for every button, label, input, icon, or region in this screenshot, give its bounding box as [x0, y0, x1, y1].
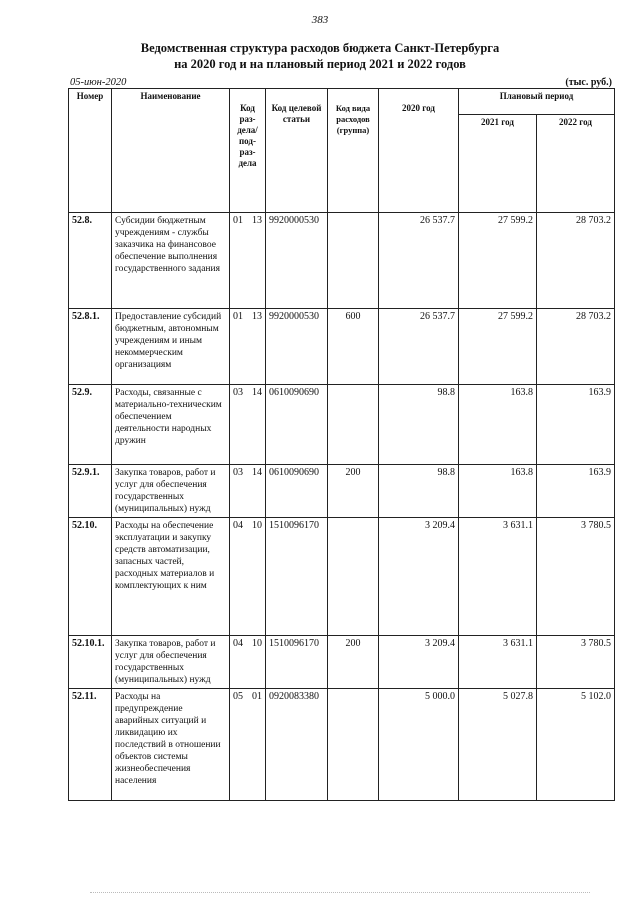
header-year-2022: 2022 год	[537, 115, 615, 213]
subsection-code: 01	[252, 691, 262, 702]
row-amount-2021: 3 631.1	[459, 636, 537, 689]
row-number: 52.10.1.	[69, 636, 112, 689]
page-number: 383	[311, 14, 329, 26]
row-amount-2022: 163.9	[537, 385, 615, 465]
section-code: 03	[233, 467, 243, 478]
row-amount-2020: 3 209.4	[379, 518, 459, 636]
row-number: 52.11.	[69, 689, 112, 801]
table-row	[69, 213, 615, 309]
row-section-code	[230, 636, 266, 689]
row-amount-2021: 27 599.2	[459, 213, 537, 309]
row-amount-2021: 27 599.2	[459, 309, 537, 385]
row-section-code	[230, 689, 266, 801]
row-expense-type: 200	[328, 465, 379, 518]
header-planned-period: Плановый период	[459, 89, 615, 115]
row-expense-type	[328, 213, 379, 309]
row-name: Расходы, связанные с материально-техническим обеспечением деятельности народных дружин	[112, 385, 230, 465]
row-amount-2022: 28 703.2	[537, 213, 615, 309]
row-number: 52.10.	[69, 518, 112, 636]
table-row	[69, 518, 615, 636]
section-code: 01	[233, 215, 243, 226]
subsection-code: 10	[252, 638, 262, 649]
row-amount-2020: 26 537.7	[379, 213, 459, 309]
row-amount-2021: 163.8	[459, 385, 537, 465]
row-section-code	[230, 465, 266, 518]
page-bottom-edge	[90, 892, 590, 897]
row-amount-2022: 3 780.5	[537, 518, 615, 636]
subsection-code: 10	[252, 520, 262, 531]
row-amount-2022: 28 703.2	[537, 309, 615, 385]
units-label: (тыс. руб.)	[565, 77, 612, 88]
row-name: Закупка товаров, работ и услуг для обеспечения государственных (муниципальных) нужд	[112, 636, 230, 689]
row-name: Предоставление субсидий бюджетным, автономным учреждениям и иным некоммерческим организациям	[112, 309, 230, 385]
subsection-code: 13	[252, 215, 262, 226]
row-amount-2021: 5 027.8	[459, 689, 537, 801]
row-number: 52.8.	[69, 213, 112, 309]
row-number: 52.8.1.	[69, 309, 112, 385]
header-year-2020: 2020 год	[379, 89, 459, 213]
row-section-code	[230, 385, 266, 465]
row-expense-type: 600	[328, 309, 379, 385]
row-amount-2022: 3 780.5	[537, 636, 615, 689]
row-amount-2022: 5 102.0	[537, 689, 615, 801]
subsection-code: 13	[252, 311, 262, 322]
row-name: Расходы на обеспечение эксплуатации и закупку средств автоматизации, запасных частей, расходных материалов и комплектующих к ним	[112, 518, 230, 636]
row-amount-2021: 163.8	[459, 465, 537, 518]
row-amount-2022: 163.9	[537, 465, 615, 518]
section-code: 04	[233, 638, 243, 649]
row-expense-type	[328, 518, 379, 636]
table-row	[69, 465, 615, 518]
table-body	[69, 213, 615, 801]
budget-table	[68, 88, 615, 801]
row-number: 52.9.	[69, 385, 112, 465]
document-title	[0, 40, 640, 72]
header-target: Код целевой статьи	[266, 89, 328, 213]
header-year-2021: 2021 год	[459, 115, 537, 213]
table-row	[69, 385, 615, 465]
subsection-code: 14	[252, 387, 262, 398]
row-name: Расходы на предупреждение аварийных ситуаций и ликвидацию их последствий в отношении объектов системы жизнеобеспечения населения	[112, 689, 230, 801]
header-expense-type: Код вида расходов (группа)	[328, 89, 379, 213]
row-target-code: 1510096170	[266, 518, 328, 636]
row-expense-type: 200	[328, 636, 379, 689]
row-number: 52.9.1.	[69, 465, 112, 518]
row-amount-2020: 98.8	[379, 465, 459, 518]
header-name: Наименование	[112, 89, 230, 213]
row-expense-type	[328, 689, 379, 801]
row-amount-2020: 98.8	[379, 385, 459, 465]
table-row	[69, 636, 615, 689]
row-target-code: 0610090690	[266, 385, 328, 465]
row-target-code: 0920083380	[266, 689, 328, 801]
row-name: Субсидии бюджетным учреждениям - службы заказчика на финансовое обеспечение выполнения государственного задания	[112, 213, 230, 309]
row-target-code: 1510096170	[266, 636, 328, 689]
section-code: 04	[233, 520, 243, 531]
header-number: Номер	[69, 89, 112, 213]
table-row	[69, 689, 615, 801]
row-target-code: 0610090690	[266, 465, 328, 518]
row-target-code: 9920000530	[266, 309, 328, 385]
row-section-code	[230, 213, 266, 309]
row-section-code	[230, 309, 266, 385]
row-amount-2020: 26 537.7	[379, 309, 459, 385]
row-target-code: 9920000530	[266, 213, 328, 309]
title-line-1: Ведомственная структура расходов бюджета Санкт-Петербурга	[140, 41, 500, 55]
table-row	[69, 309, 615, 385]
section-code: 05	[233, 691, 243, 702]
subsection-code: 14	[252, 467, 262, 478]
section-code: 01	[233, 311, 243, 322]
title-line-2: на 2020 год и на плановый период 2021 и 2022 годов	[174, 57, 466, 71]
row-amount-2021: 3 631.1	[459, 518, 537, 636]
section-code: 03	[233, 387, 243, 398]
header-section: Код раз-дела/ под-раз-дела	[230, 89, 266, 213]
row-amount-2020: 5 000.0	[379, 689, 459, 801]
row-section-code	[230, 518, 266, 636]
row-expense-type	[328, 385, 379, 465]
row-name: Закупка товаров, работ и услуг для обеспечения государственных (муниципальных) нужд	[112, 465, 230, 518]
row-amount-2020: 3 209.4	[379, 636, 459, 689]
document-date: 05-июн-2020	[70, 77, 127, 88]
